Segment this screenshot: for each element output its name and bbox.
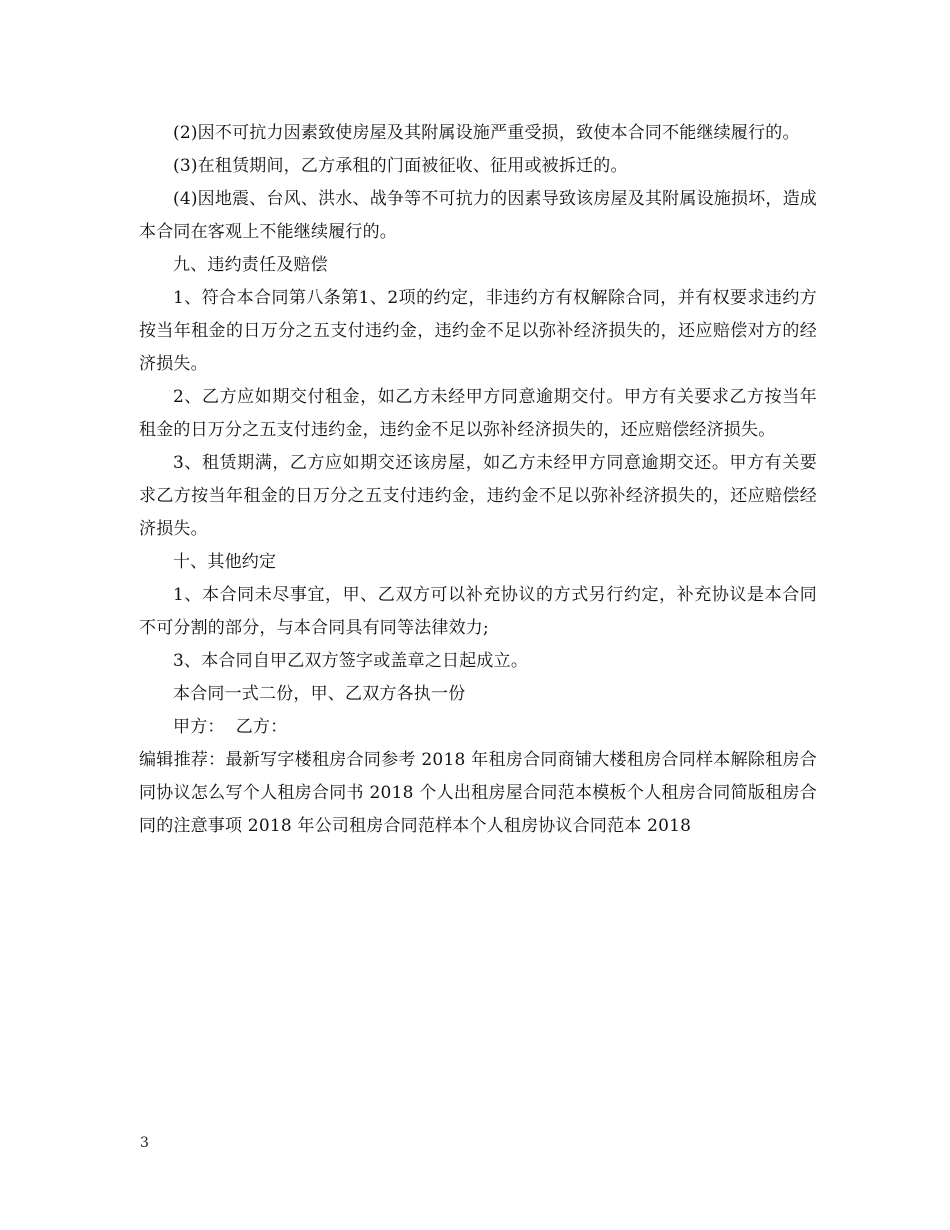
paragraph-breach-1: 1、符合本合同第八条第1、2项的约定，非违约方有权解除合同，并有权要求违约方按当年租金的日万分之五支付违约金，违约金不足以弥补经济损失的，还应赔偿对方的经济损失。 [139, 288, 817, 374]
paragraph-other-agreement-1: 1、本合同未尽事宜，甲、乙双方可以补充协议的方式另行约定，补充协议是本合同不可分割的部分，与本合同具有同等法律效力; [139, 585, 817, 638]
paragraph-breach-2: 2、乙方应如期交付租金，如乙方未经甲方同意逾期交付。甲方有关要求乙方按当年租金的日万分之五支付违约金，违约金不足以弥补经济损失的，还应赔偿经济损失。 [139, 387, 817, 440]
signature-line: 甲方： 乙方： [173, 717, 288, 737]
paragraph-other-agreement-3: 3、本合同自甲乙双方签字或盖章之日起成立。 [173, 651, 529, 671]
paragraph-copies: 本合同一式二份，甲、乙双方各执一份 [173, 684, 466, 704]
paragraph-expropriation-3: (3)在租赁期间，乙方承租的门面被征收、征用或被拆迁的。 [173, 156, 628, 176]
page-number: 3 [140, 1135, 149, 1151]
paragraph-natural-disaster-4: (4)因地震、台风、洪水、战争等不可抗力的因素导致该房屋及其附属设施损坏，造成本合同在客观上不能继续履行的。 [139, 189, 817, 242]
paragraph-force-majeure-2: (2)因不可抗力因素致使房屋及其附属设施严重受损，致使本合同不能继续履行的。 [173, 123, 800, 143]
recommended-links-paragraph: 编辑推荐：最新写字楼租房合同参考 2018 年租房合同商铺大楼租房合同样本解除租房合同协议怎么写个人租房合同书 2018 个人出租房屋合同范本模板个人租房合同简版租房合同的注意事项 2018 年公司租房合同范样本个人租房协议合同范本 2018 [139, 750, 817, 836]
paragraph-breach-3: 3、租赁期满，乙方应如期交还该房屋，如乙方未经甲方同意逾期交还。甲方有关要求乙方按当年租金的日万分之五支付违约金，违约金不足以弥补经济损失的，还应赔偿经济损失。 [139, 453, 817, 539]
section-heading-other-agreements: 十、其他约定 [173, 552, 277, 572]
section-heading-breach-liability: 九、违约责任及赔偿 [173, 255, 328, 275]
document-body [139, 117, 817, 843]
